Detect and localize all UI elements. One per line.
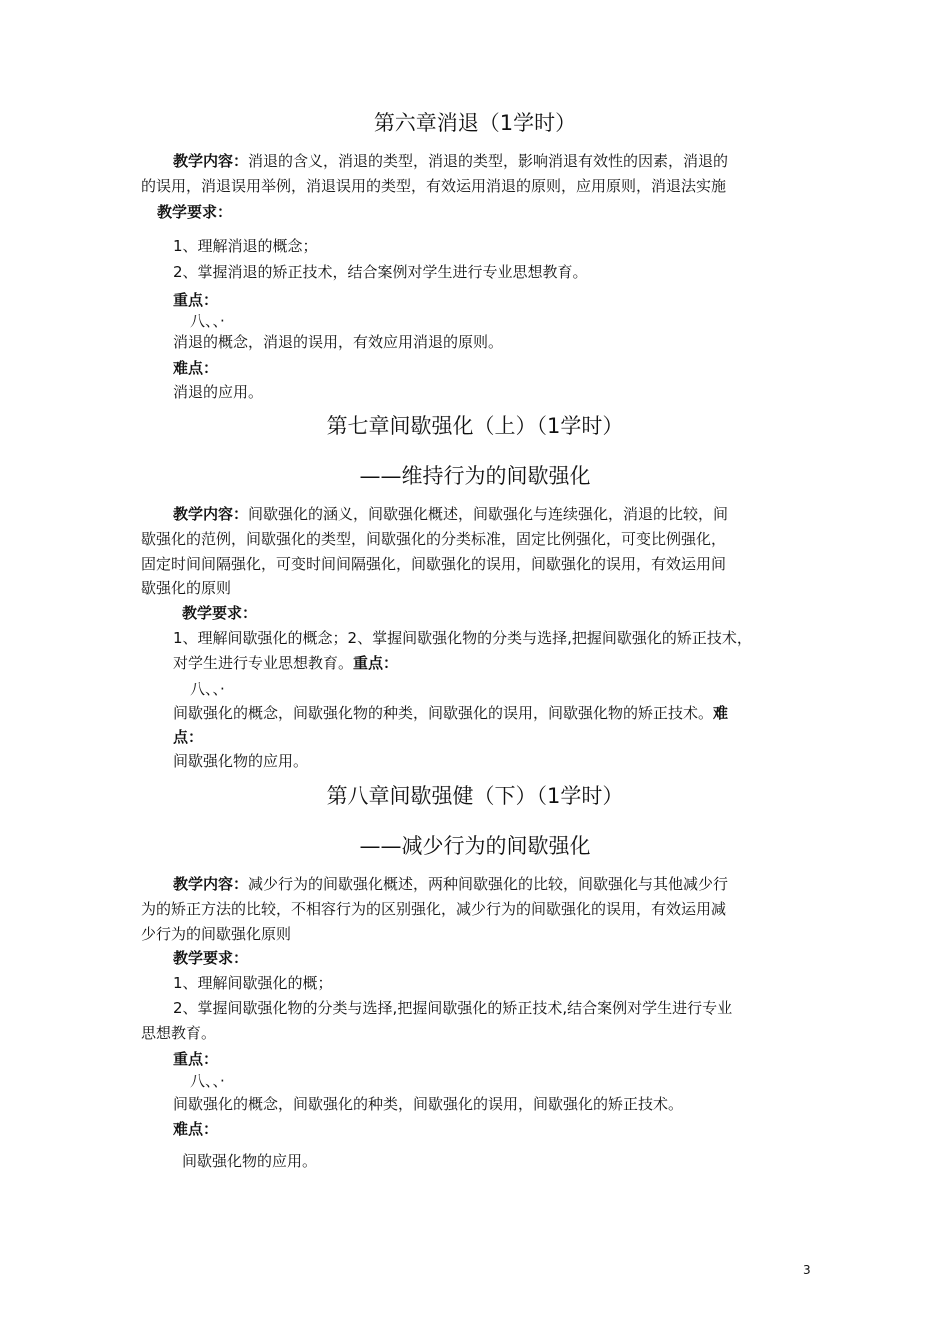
ch7-dots: 八、、· [190, 680, 225, 698]
ch7-key-label: 重点： [353, 654, 399, 672]
ch7-content-line-2: 歇强化的范例，间歇强化的类型，间歇强化的分类标准，固定比例强化，可变比例强化， [141, 530, 727, 548]
ch7-key-text: 间歇强化的概念，间歇强化物的种类，间歇强化的误用，间歇强化物的矫正技术。 [173, 704, 714, 722]
ch6-content-label: 教学内容： [173, 152, 249, 170]
chapter-8-subtitle: ——减少行为的间歇强化 [359, 834, 591, 858]
ch6-content-text-1: 消退的含义，消退的类型，消退的类型，影响消退有效性的因素，消退的 [248, 152, 729, 170]
ch6-dots: 八、、· [190, 312, 225, 330]
ch6-diff-label: 难点： [173, 359, 219, 377]
ch8-req-3: 思想教育。 [141, 1024, 217, 1042]
ch6-content-line-2: 的误用，消退误用举例，消退误用的类型，有效运用消退的原则，应用原则，消退法实施 [141, 177, 727, 195]
ch8-req-1: 1、理解间歇强化的概； [173, 974, 333, 992]
ch7-content-label: 教学内容： [173, 505, 249, 523]
ch6-diff-text: 消退的应用。 [173, 383, 264, 401]
chapter-8-title: 第八章间歇强健（下）（1学时） [326, 784, 624, 808]
ch6-content-line-1 [173, 151, 728, 171]
ch6-key-text: 消退的概念，消退的误用，有效应用消退的原则。 [173, 333, 504, 351]
ch7-diff-label-a: 难 [713, 704, 729, 722]
ch8-content-line-2: 为的矫正方法的比较，不相容行为的区别强化，减少行为的间歇强化的误用，有效运用减 [141, 900, 727, 918]
ch8-content-line-3: 少行为的间歇强化原则 [141, 925, 292, 943]
page-number: 3 [803, 1263, 811, 1277]
ch8-req-2: 2、掌握间歇强化物的分类与选择,把握间歇强化的矫正技术,结合案例对学生进行专业 [173, 999, 733, 1017]
ch8-key-text: 间歇强化的概念，间歇强化的种类，间歇强化的误用，间歇强化的矫正技术。 [173, 1095, 684, 1113]
ch8-dots: 八、、· [190, 1072, 225, 1090]
chapter-7-subtitle: ——维持行为的间歇强化 [359, 464, 591, 488]
ch8-content-label: 教学内容： [173, 875, 249, 893]
ch7-req-2-line [173, 653, 398, 673]
chapter-6-title: 第六章消退（1学时） [373, 111, 577, 135]
ch6-req-1: 1、理解消退的概念； [173, 237, 318, 255]
ch8-content-text-1: 减少行为的间歇强化概述，两种间歇强化的比较，间歇强化与其他减少行 [248, 875, 729, 893]
ch7-content-line-4: 歇强化的原则 [141, 579, 232, 597]
ch7-diff-label-b: 点： [173, 728, 204, 746]
ch7-req-1: 1、理解间歇强化的概念；2、掌握间歇强化物的分类与选择,把握间歇强化的矫正技术， [173, 629, 752, 647]
ch7-diff-text: 间歇强化物的应用。 [173, 752, 309, 770]
ch8-diff-text: 间歇强化物的应用。 [182, 1152, 318, 1170]
ch8-content-line-1 [173, 874, 728, 894]
ch7-content-text-1: 间歇强化的涵义，间歇强化概述，间歇强化与连续强化，消退的比较，间 [248, 505, 729, 523]
chapter-7-title: 第七章间歇强化（上）（1学时） [326, 414, 624, 438]
ch6-req-2: 2、掌握消退的矫正技术，结合案例对学生进行专业思想教育。 [173, 263, 588, 281]
ch7-content-line-1 [173, 504, 728, 524]
ch7-req-label: 教学要求： [182, 604, 258, 622]
ch7-content-line-3: 固定时间间隔强化，可变时间间隔强化，间歇强化的误用，间歇强化的误用，有效运用间 [141, 555, 727, 573]
ch7-req-2: 对学生进行专业思想教育。 [173, 654, 354, 672]
ch8-diff-label: 难点： [173, 1120, 219, 1138]
ch8-key-label: 重点： [173, 1050, 219, 1068]
ch6-key-label: 重点： [173, 291, 219, 309]
ch6-req-label: 教学要求： [157, 203, 233, 221]
ch8-req-label: 教学要求： [173, 949, 249, 967]
ch7-key-line [173, 703, 728, 723]
